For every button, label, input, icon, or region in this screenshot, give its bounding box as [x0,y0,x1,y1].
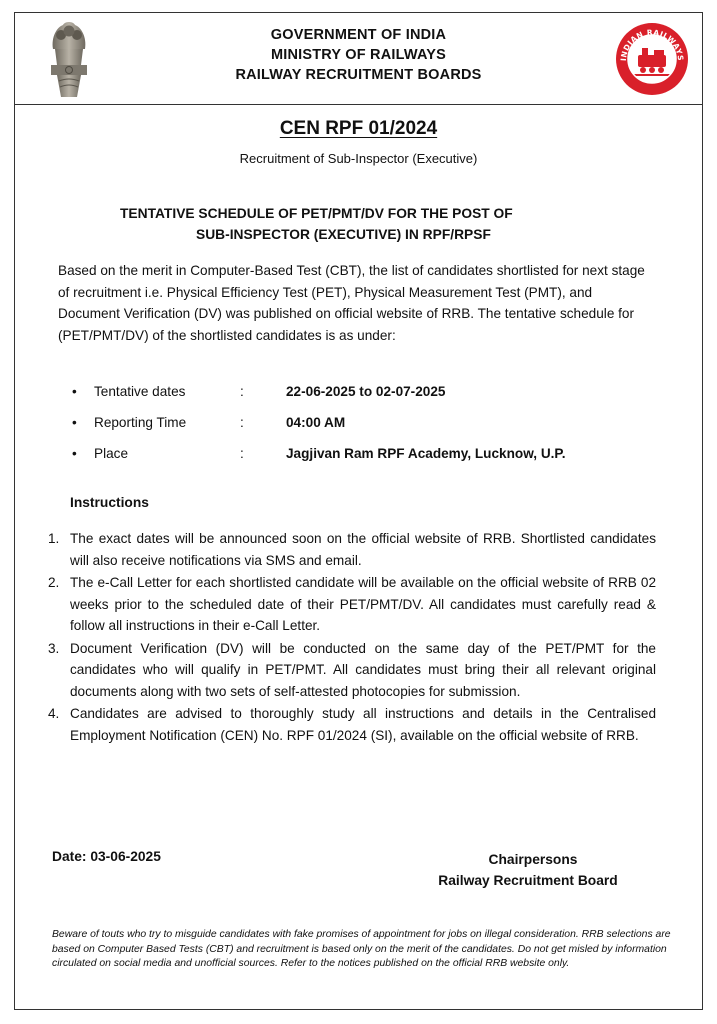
disclaimer: Beware of touts who try to misguide candidates with fake promises of appointment for jobs on illegal consideration. RRB selections are based on Computer Based Tests (CBT) and recruitment is based only on the merit of the candidates. Do not get misled by information circulated on social media and unofficial sources. Refer to the notices published on the official RRB website only. [52,929,671,970]
schedule-value: Jagjivan Ram RPF Academy, Lucknow, U.P. [286,446,566,461]
letterhead-title [15,25,702,85]
cen-number: CEN RPF 01/2024 [279,118,438,139]
svg-text:INDIAN RAILWAYS: INDIAN RAILWAYS [618,27,686,62]
instruction-item: 2. The e-Call Letter for each shortlisted candidate will be available on the official website of RRB 02 weeks prior to the scheduled date of their PET/PMT/DV. All candidates must carefully read & follow all instructions in their e-Call Letter. [48,575,656,633]
government-line: GOVERNMENT OF INDIA [270,27,447,43]
signatory-title: Chairpersons [488,852,578,867]
bullet: • [72,384,77,399]
notice-date: Date: 03-06-2025 [52,849,161,864]
schedule-heading [120,203,513,245]
bullet: • [72,415,77,430]
instruction-item: 1. The exact dates will be announced soon on the official website of RRB. Shortlisted candidates will also receive notifications via SMS and email. [48,531,656,568]
intro-paragraph: Based on the merit in Computer-Based Test (CBT), the list of candidates shortlisted for next stage of recruitment i.e. Physical Efficiency Test (PET), Physical Measurement Test (PMT), and Document Verification (DV) was published on official website of RRB. The tentative schedule for (PET/PMT/DV) of the shortlisted candidates is as under: [58,263,645,343]
indian-railways-logo-icon [614,21,690,97]
bullet: • [72,446,77,461]
instruction-item: 4. Candidates are advised to thoroughly study all instructions and details in the Centralised Employment Notification (CEN) No. RPF 01/2024 (SI), available on the official website of RRB. [48,706,656,743]
instruction-item: 3. Document Verification (DV) will be conducted on the same day of the PET/PMT for the candidates who will qualify in PET/PMT. All candidates must bring their all relevant original documents along with two sets of self-attested photocopies for submission. [48,640,656,699]
boards-line: RAILWAY RECRUITMENT BOARDS [235,67,482,83]
instructions-heading: Instructions [70,495,149,510]
signatory-org: Railway Recruitment Board [438,873,618,888]
schedule-heading-line1: TENTATIVE SCHEDULE OF PET/PMT/DV FOR THE POST OF [120,206,513,221]
notice-subtitle: Recruitment of Sub-Inspector (Executive) [239,151,478,166]
schedule-label: Tentative dates [94,384,186,399]
schedule-value: 22-06-2025 to 02-07-2025 [286,384,446,399]
schedule-label: Reporting Time [94,415,187,430]
schedule-heading-line2: SUB-INSPECTOR (EXECUTIVE) IN RPF/RPSF [196,227,491,242]
instructions-list [34,528,656,747]
schedule-value: 04:00 AM [286,415,346,430]
schedule-label: Place [94,446,129,461]
ministry-line: MINISTRY OF RAILWAYS [270,47,447,63]
signature-block [428,849,628,891]
letterhead [15,13,702,105]
